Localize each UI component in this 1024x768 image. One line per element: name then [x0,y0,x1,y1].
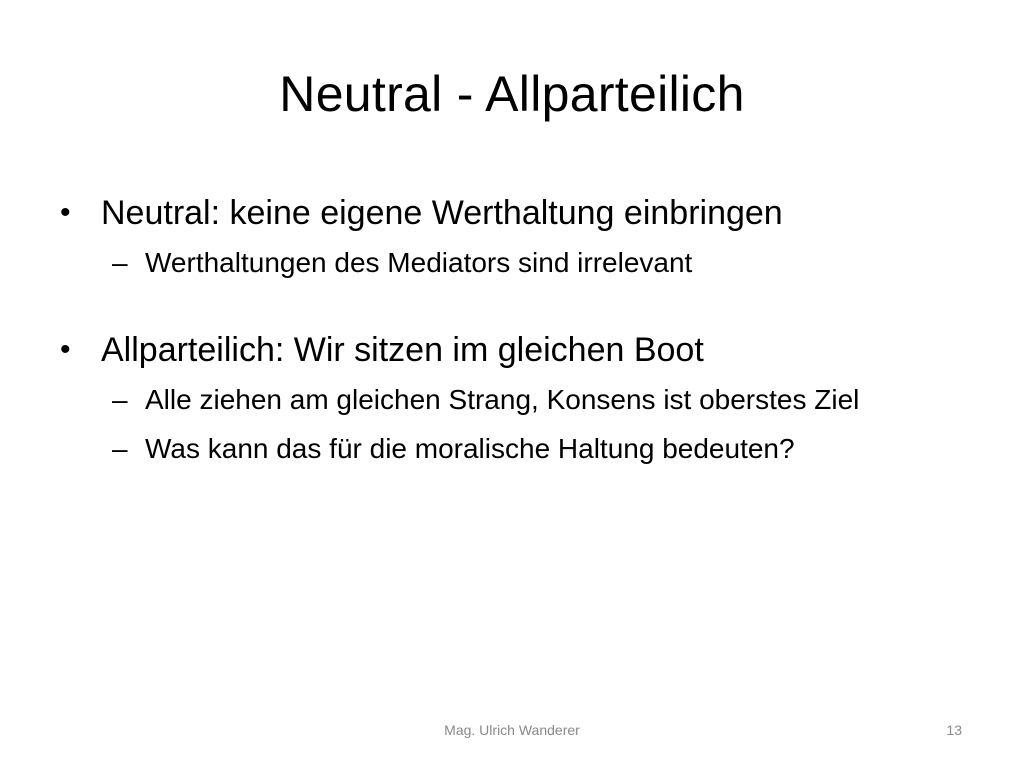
footer-author: Mag. Ulrich Wanderer [444,722,580,738]
subbullet-moral-question [60,430,960,467]
page-number: 13 [946,722,962,738]
bullet-text: Neutral: keine eigene Werthaltung einbringen [101,194,783,232]
subbullet-consensus [60,381,960,418]
subbullet-mediator-values [60,244,960,281]
bullet-marker: • [60,196,71,229]
slide-title: Neutral - Allparteilich [279,66,745,122]
subbullet-text: Werthaltungen des Mediators sind irrelevant [145,247,693,278]
subbullet-text: Was kann das für die moralische Haltung bedeuten? [145,433,795,464]
bullet-text: Allparteilich: Wir sitzen im gleichen Boot [101,331,704,369]
subbullet-marker: – [112,433,128,464]
bullet-marker: • [60,333,71,366]
bullet-allparteilich [60,325,960,375]
spacer [60,281,960,325]
subbullet-marker: – [112,384,128,415]
bullet-neutral [60,188,960,238]
subbullet-marker: – [112,247,128,278]
subbullet-text: Alle ziehen am gleichen Strang, Konsens ist oberstes Ziel [145,384,860,415]
slide-content [60,188,960,467]
